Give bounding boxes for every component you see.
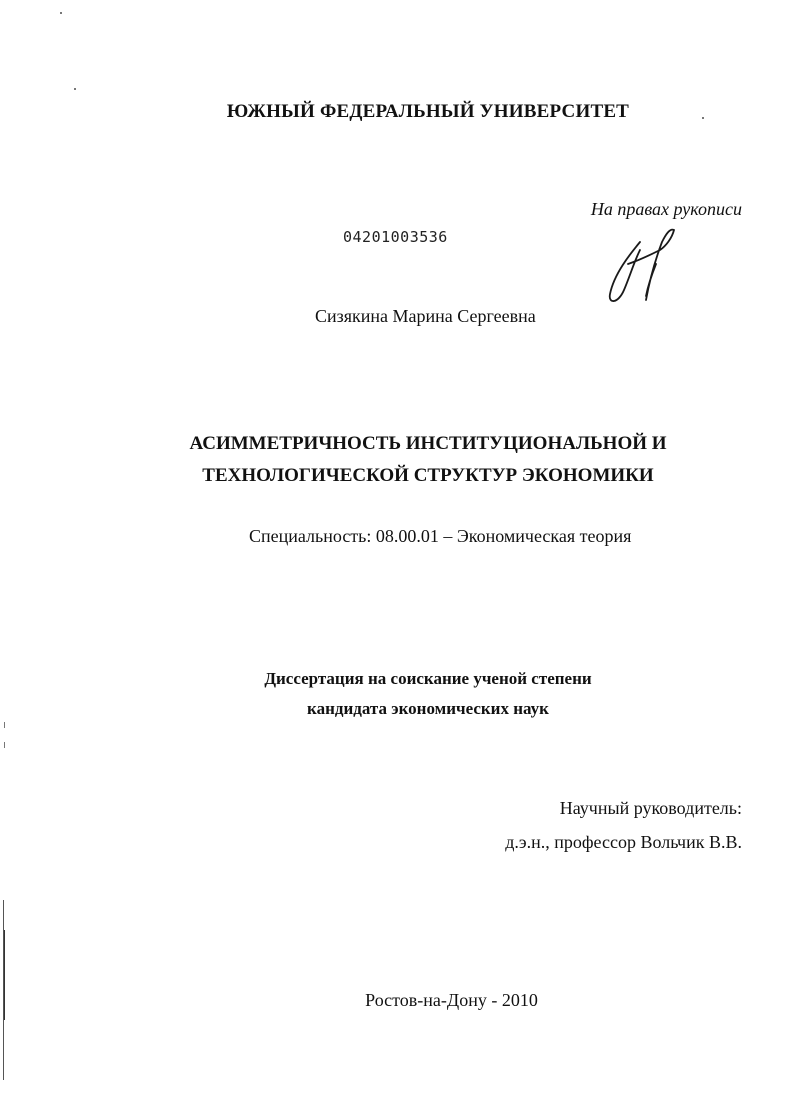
scan-speck — [60, 12, 62, 14]
dissertation-title — [0, 428, 799, 492]
scan-speck — [4, 722, 5, 728]
scan-speck — [4, 742, 5, 748]
supervisor-label: Научный руководитель: — [559, 798, 742, 818]
author-name: Сизякина Марина Сергеевна — [315, 306, 536, 326]
signature-image — [600, 224, 690, 314]
supervisor-name: д.э.н., профессор Вольчик В.В. — [505, 832, 742, 852]
degree-statement — [0, 664, 799, 724]
title-line-2: ТЕХНОЛОГИЧЕСКОЙ СТРУКТУР ЭКОНОМИКИ — [202, 465, 654, 486]
specialty-line: Специальность: 08.00.01 – Экономическая теория — [249, 526, 632, 546]
catalog-number: 04201003536 — [343, 228, 448, 246]
city-year: Ростов-на-Дону - 2010 — [365, 990, 538, 1010]
supervisor-block — [505, 791, 742, 859]
degree-line-2: кандидата экономических наук — [307, 699, 549, 718]
title-line-1: АСИММЕТРИЧНОСТЬ ИНСТИТУЦИОНАЛЬНОЙ И — [189, 433, 667, 454]
degree-line-1: Диссертация на соискание ученой степени — [264, 669, 592, 688]
scan-speck — [702, 117, 704, 119]
university-name: ЮЖНЫЙ ФЕДЕРАЛЬНЫЙ УНИВЕРСИТЕТ — [226, 101, 630, 122]
scan-edge-artifact — [2, 900, 6, 1080]
scan-speck — [74, 88, 76, 90]
rights-note: На правах рукописи — [590, 199, 742, 219]
